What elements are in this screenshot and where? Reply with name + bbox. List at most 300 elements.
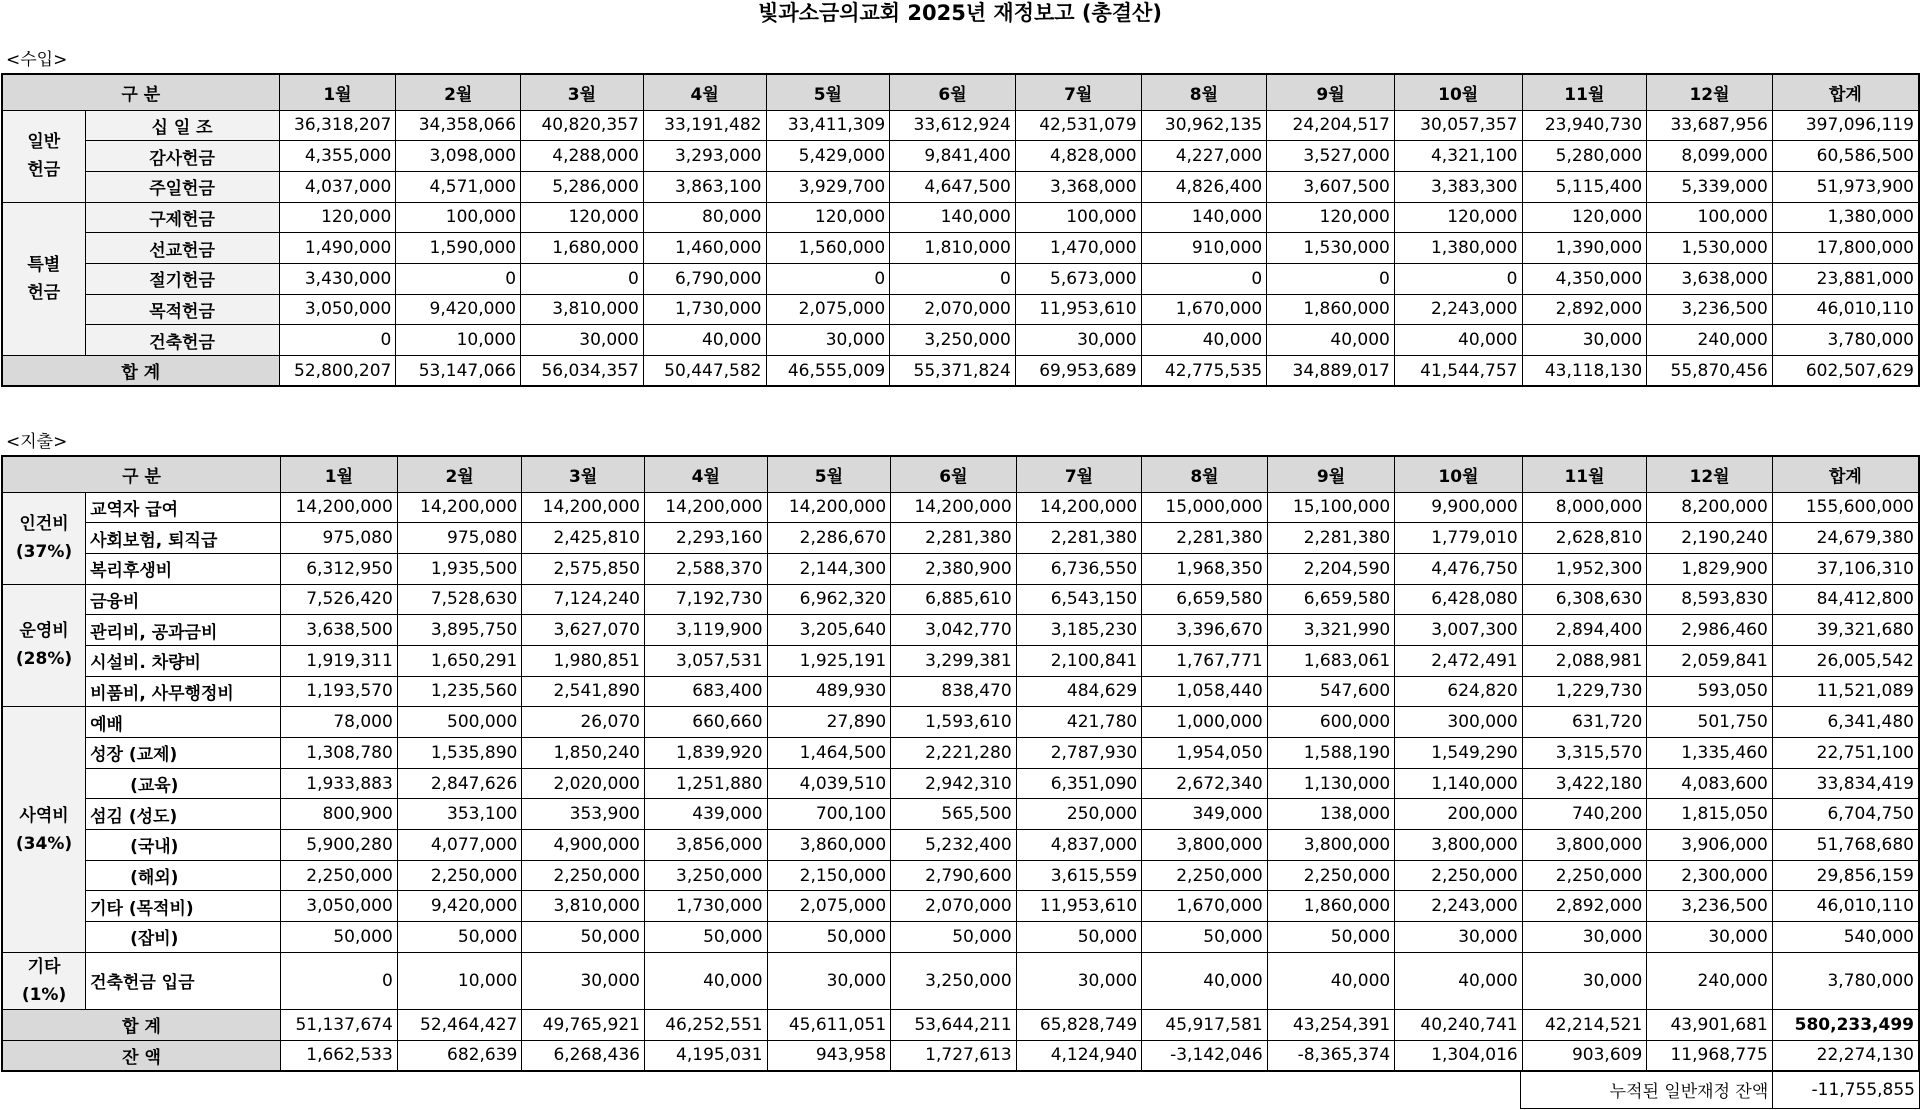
value-cell: 2,204,590 [1267,553,1394,584]
value-cell: 3,383,300 [1394,171,1522,202]
value-cell: 3,627,070 [522,615,645,646]
value-cell: 2,070,000 [890,294,1016,325]
row-label: 구제헌금 [85,202,279,233]
value-cell: 33,612,924 [890,110,1016,141]
value-cell: 30,000 [1522,325,1647,356]
value-cell: 40,000 [1141,325,1267,356]
value-cell: 4,900,000 [522,830,645,861]
value-cell: 50,000 [1142,922,1268,953]
value-cell: 1,779,010 [1395,523,1522,554]
value-cell: 3,236,500 [1647,294,1773,325]
value-cell: 0 [766,263,890,294]
value-cell: 1,335,460 [1647,738,1773,769]
value-cell: 5,429,000 [766,141,890,172]
value-cell: 4,826,400 [1141,171,1267,202]
value-cell: 4,647,500 [890,171,1016,202]
value-cell: 6,312,950 [281,553,398,584]
value-cell: 2,243,000 [1394,294,1522,325]
value-cell: 740,200 [1522,799,1647,830]
row-label: 선교헌금 [85,233,279,264]
value-cell: 838,470 [891,676,1017,707]
value-cell: 910,000 [1141,233,1267,264]
total-value: 55,870,456 [1647,356,1773,387]
value-cell: 3,800,000 [1142,830,1268,861]
row-label: (국내) [86,830,281,861]
value-cell: 2,059,841 [1647,645,1773,676]
table-row [2,768,1919,799]
value-cell: 2,075,000 [767,891,891,922]
balance-value: -8,365,374 [1267,1040,1394,1071]
total-header: 합계 [1772,456,1919,492]
value-cell: 1,935,500 [397,553,522,584]
value-cell: 0 [1394,263,1522,294]
table-row [2,922,1919,953]
table-row [2,523,1919,554]
value-cell: 27,890 [767,707,891,738]
value-cell: 5,673,000 [1015,263,1141,294]
value-cell: 3,396,670 [1142,615,1268,646]
value-cell: 1,860,000 [1267,294,1395,325]
value-cell: 3,050,000 [281,891,398,922]
value-cell: 4,227,000 [1141,141,1267,172]
row-label: (해외) [86,860,281,891]
value-cell: 7,526,420 [281,584,398,615]
value-cell: 593,050 [1647,676,1773,707]
value-cell: 4,828,000 [1015,141,1141,172]
value-cell: 30,000 [522,952,645,1009]
value-cell: 2,986,460 [1647,615,1773,646]
balance-value: 11,968,775 [1647,1040,1773,1071]
category-header: 구 분 [2,74,279,110]
value-cell: 2,243,000 [1395,891,1522,922]
total-value: 65,828,749 [1016,1009,1142,1040]
value-cell: 50,000 [891,922,1017,953]
value-cell: 6,341,480 [1772,707,1919,738]
month-header: 1월 [279,74,396,110]
total-value: 46,555,009 [766,356,890,387]
balance-label: 잔 액 [2,1040,281,1071]
table-row [2,110,1919,141]
value-cell: 3,057,531 [644,645,767,676]
value-cell: 46,010,110 [1772,891,1919,922]
value-cell: 975,080 [397,523,522,554]
group-label: 사역비 (34%) [2,707,86,953]
value-cell: 2,300,000 [1647,860,1773,891]
value-cell: 33,834,419 [1772,768,1919,799]
value-cell: 3,368,000 [1015,171,1141,202]
value-cell: 33,687,956 [1647,110,1773,141]
value-cell: 2,144,300 [767,553,891,584]
value-cell: 50,000 [1016,922,1142,953]
row-label: 시설비. 차량비 [86,645,281,676]
row-label: (교육) [86,768,281,799]
value-cell: 1,390,000 [1522,233,1647,264]
value-cell: 3,906,000 [1647,830,1773,861]
value-cell: 2,100,841 [1016,645,1142,676]
total-value: 55,371,824 [890,356,1016,387]
value-cell: 84,412,800 [1772,584,1919,615]
value-cell: 200,000 [1395,799,1522,830]
value-cell: 30,057,357 [1394,110,1522,141]
value-cell: 421,780 [1016,707,1142,738]
table-row [2,860,1919,891]
value-cell: 2,575,850 [522,553,645,584]
month-header: 7월 [1016,456,1142,492]
value-cell: 3,780,000 [1772,325,1919,356]
value-cell: 120,000 [1267,202,1395,233]
month-header: 11월 [1522,74,1647,110]
value-cell: 1,767,771 [1142,645,1268,676]
value-cell: 40,000 [1142,952,1268,1009]
value-cell: 23,881,000 [1772,263,1919,294]
value-cell: 3,638,000 [1647,263,1773,294]
value-cell: 501,750 [1647,707,1773,738]
value-cell: 1,933,883 [281,768,398,799]
row-label: 건축헌금 [85,325,279,356]
value-cell: 3,810,000 [522,891,645,922]
value-cell: 353,900 [522,799,645,830]
table-row [2,830,1919,861]
row-label: 절기헌금 [85,263,279,294]
balance-value: 682,639 [397,1040,522,1071]
value-cell: 3,315,570 [1522,738,1647,769]
value-cell: 10,000 [396,325,521,356]
value-cell: 3,293,000 [643,141,766,172]
value-cell: 439,000 [644,799,767,830]
row-label: 섬김 (성도) [86,799,281,830]
income-table [1,73,1920,387]
month-header: 12월 [1647,74,1773,110]
value-cell: 1,308,780 [281,738,398,769]
value-cell: 624,820 [1395,676,1522,707]
month-header: 10월 [1394,74,1522,110]
value-cell: 40,000 [1394,325,1522,356]
value-cell: 8,593,830 [1647,584,1773,615]
value-cell: 1,919,311 [281,645,398,676]
value-cell: 50,000 [767,922,891,953]
value-cell: 3,780,000 [1772,952,1919,1009]
value-cell: 1,549,290 [1395,738,1522,769]
row-label: 관리비, 공과금비 [86,615,281,646]
value-cell: 2,472,491 [1395,645,1522,676]
value-cell: 0 [281,952,398,1009]
value-cell: 0 [890,263,1016,294]
value-cell: 2,250,000 [281,860,398,891]
value-cell: 80,000 [643,202,766,233]
table-row [2,171,1919,202]
expense-table [1,455,1920,1072]
value-cell: 2,250,000 [1142,860,1268,891]
total-value: 602,507,629 [1772,356,1919,387]
value-cell: 2,293,160 [644,523,767,554]
value-cell: 0 [396,263,521,294]
value-cell: 11,953,610 [1016,891,1142,922]
total-value: 42,214,521 [1522,1009,1647,1040]
value-cell: 14,200,000 [1016,492,1142,523]
balance-value: 6,268,436 [522,1040,645,1071]
value-cell: 0 [1141,263,1267,294]
value-cell: 40,000 [1267,952,1394,1009]
value-cell: 51,973,900 [1772,171,1919,202]
month-header: 11월 [1522,456,1647,492]
value-cell: 0 [279,325,396,356]
row-label: 성장 (교제) [86,738,281,769]
value-cell: 120,000 [1394,202,1522,233]
value-cell: 2,281,380 [1267,523,1394,554]
value-cell: 30,000 [521,325,644,356]
value-cell: 3,422,180 [1522,768,1647,799]
table-row [2,233,1919,264]
value-cell: 30,000 [1522,922,1647,953]
value-cell: 3,800,000 [1522,830,1647,861]
value-cell: 46,010,110 [1772,294,1919,325]
total-value: 41,544,757 [1394,356,1522,387]
value-cell: 50,000 [281,922,398,953]
value-cell: 30,000 [1395,922,1522,953]
table-row [2,676,1919,707]
value-cell: 30,000 [1647,922,1773,953]
value-cell: 3,098,000 [396,141,521,172]
value-cell: 2,541,890 [522,676,645,707]
value-cell: 50,000 [1267,922,1394,953]
value-cell: 29,856,159 [1772,860,1919,891]
value-cell: 8,200,000 [1647,492,1773,523]
value-cell: 3,321,990 [1267,615,1394,646]
value-cell: 6,428,080 [1395,584,1522,615]
value-cell: 1,593,610 [891,707,1017,738]
total-value: 69,953,689 [1015,356,1141,387]
value-cell: 3,607,500 [1267,171,1395,202]
row-label: 예배 [86,707,281,738]
month-header: 1월 [281,456,398,492]
value-cell: 6,736,550 [1016,553,1142,584]
value-cell: 30,000 [766,325,890,356]
value-cell: 5,900,280 [281,830,398,861]
total-row [2,356,1919,387]
value-cell: 1,683,061 [1267,645,1394,676]
value-cell: 2,221,280 [891,738,1017,769]
balance-row [2,1040,1919,1071]
value-cell: 4,355,000 [279,141,396,172]
row-label: 십 일 조 [85,110,279,141]
value-cell: 140,000 [890,202,1016,233]
value-cell: 1,140,000 [1395,768,1522,799]
value-cell: 3,860,000 [767,830,891,861]
value-cell: 4,321,100 [1394,141,1522,172]
total-value: 43,118,130 [1522,356,1647,387]
value-cell: 9,841,400 [890,141,1016,172]
value-cell: 565,500 [891,799,1017,830]
value-cell: 2,425,810 [522,523,645,554]
value-cell: 1,130,000 [1267,768,1394,799]
month-header: 2월 [396,74,521,110]
group-label: 운영비 (28%) [2,584,86,707]
value-cell: 2,892,000 [1522,294,1647,325]
balance-value: 4,195,031 [644,1040,767,1071]
row-label: 복리후생비 [86,553,281,584]
value-cell: 14,200,000 [891,492,1017,523]
value-cell: 1,588,190 [1267,738,1394,769]
value-cell: 2,942,310 [891,768,1017,799]
value-cell: 30,000 [1015,325,1141,356]
table-row [2,615,1919,646]
value-cell: 36,318,207 [279,110,396,141]
row-label: 건축헌금 입금 [86,952,281,1009]
month-header: 7월 [1015,74,1141,110]
value-cell: 3,895,750 [397,615,522,646]
value-cell: 2,070,000 [891,891,1017,922]
table-row [2,202,1919,233]
value-cell: 120,000 [1522,202,1647,233]
month-header: 6월 [890,74,1016,110]
total-value: 42,775,535 [1141,356,1267,387]
value-cell: 30,000 [1522,952,1647,1009]
total-value: 51,137,674 [281,1009,398,1040]
value-cell: 489,930 [767,676,891,707]
value-cell: 0 [521,263,644,294]
value-cell: 2,286,670 [767,523,891,554]
value-cell: 2,672,340 [1142,768,1268,799]
group-label: 인건비 (37%) [2,492,86,584]
value-cell: 7,528,630 [397,584,522,615]
table-row [2,325,1919,356]
value-cell: 3,638,500 [281,615,398,646]
value-cell: 34,358,066 [396,110,521,141]
value-cell: 9,420,000 [396,294,521,325]
value-cell: 14,200,000 [397,492,522,523]
total-value: 40,240,741 [1395,1009,1522,1040]
month-header: 9월 [1267,456,1394,492]
value-cell: 6,351,090 [1016,768,1142,799]
value-cell: 1,590,000 [396,233,521,264]
value-cell: 14,200,000 [644,492,767,523]
total-value: 52,464,427 [397,1009,522,1040]
value-cell: 60,586,500 [1772,141,1919,172]
value-cell: 2,190,240 [1647,523,1773,554]
value-cell: 8,099,000 [1647,141,1773,172]
value-cell: 3,800,000 [1395,830,1522,861]
balance-value: 1,304,016 [1395,1040,1522,1071]
value-cell: 3,236,500 [1647,891,1773,922]
value-cell: 11,953,610 [1015,294,1141,325]
value-cell: 683,400 [644,676,767,707]
value-cell: 78,000 [281,707,398,738]
value-cell: 540,000 [1772,922,1919,953]
value-cell: 1,839,920 [644,738,767,769]
value-cell: 2,250,000 [1395,860,1522,891]
balance-value: 22,274,130 [1772,1040,1919,1071]
value-cell: 353,100 [397,799,522,830]
value-cell: 397,096,119 [1772,110,1919,141]
month-header: 5월 [767,456,891,492]
value-cell: 3,810,000 [521,294,644,325]
row-label: (잡비) [86,922,281,953]
value-cell: 1,235,560 [397,676,522,707]
value-cell: 24,679,380 [1772,523,1919,554]
balance-value: 943,958 [767,1040,891,1071]
value-cell: 1,670,000 [1142,891,1268,922]
total-value: 46,252,551 [644,1009,767,1040]
value-cell: 240,000 [1647,952,1773,1009]
value-cell: 100,000 [396,202,521,233]
table-row [2,553,1919,584]
row-label: 비품비, 사무행정비 [86,676,281,707]
value-cell: 1,490,000 [279,233,396,264]
month-header: 4월 [643,74,766,110]
value-cell: 4,077,000 [397,830,522,861]
value-cell: 4,837,000 [1016,830,1142,861]
value-cell: 22,751,100 [1772,738,1919,769]
table-row [2,584,1919,615]
value-cell: 240,000 [1647,325,1773,356]
value-cell: 484,629 [1016,676,1142,707]
value-cell: 1,810,000 [890,233,1016,264]
value-cell: 1,650,291 [397,645,522,676]
value-cell: 5,286,000 [521,171,644,202]
total-value: 50,447,582 [643,356,766,387]
value-cell: 2,020,000 [522,768,645,799]
value-cell: 100,000 [1647,202,1773,233]
value-cell: 1,680,000 [521,233,644,264]
total-value: 45,917,581 [1142,1009,1268,1040]
value-cell: 4,476,750 [1395,553,1522,584]
value-cell: 140,000 [1141,202,1267,233]
value-cell: 1,730,000 [643,294,766,325]
value-cell: 1,815,050 [1647,799,1773,830]
value-cell: 1,251,880 [644,768,767,799]
value-cell: 1,530,000 [1267,233,1395,264]
value-cell: 1,058,440 [1142,676,1268,707]
table-row [2,645,1919,676]
table-row [2,891,1919,922]
table-row [2,707,1919,738]
total-value: 56,034,357 [521,356,644,387]
value-cell: 975,080 [281,523,398,554]
value-cell: 600,000 [1267,707,1394,738]
group-label: 일반 헌금 [2,110,85,202]
cumulative-value: -11,755,855 [1773,1071,1920,1109]
value-cell: 14,200,000 [281,492,398,523]
value-cell: 14,200,000 [522,492,645,523]
value-cell: 1,530,000 [1647,233,1773,264]
value-cell: 1,829,900 [1647,553,1773,584]
value-cell: 5,339,000 [1647,171,1773,202]
value-cell: 631,720 [1522,707,1647,738]
value-cell: 1,535,890 [397,738,522,769]
table-row [2,263,1919,294]
cumulative-balance-box [1520,1070,1920,1109]
value-cell: 1,460,000 [643,233,766,264]
value-cell: 1,464,500 [767,738,891,769]
value-cell: 4,288,000 [521,141,644,172]
row-label: 교역자 급여 [86,492,281,523]
value-cell: 33,411,309 [766,110,890,141]
month-header: 6월 [891,456,1017,492]
balance-value: 4,124,940 [1016,1040,1142,1071]
income-header-row [2,74,1919,110]
table-row [2,141,1919,172]
value-cell: 1,670,000 [1141,294,1267,325]
total-value: 53,147,066 [396,356,521,387]
value-cell: 10,000 [397,952,522,1009]
value-cell: 50,000 [644,922,767,953]
value-cell: 40,820,357 [521,110,644,141]
value-cell: 1,952,300 [1522,553,1647,584]
cumulative-label: 누적된 일반재정 잔액 [1521,1071,1773,1109]
value-cell: 6,543,150 [1016,584,1142,615]
expense-section-label: <지출> [6,432,68,452]
value-cell: 33,191,482 [643,110,766,141]
